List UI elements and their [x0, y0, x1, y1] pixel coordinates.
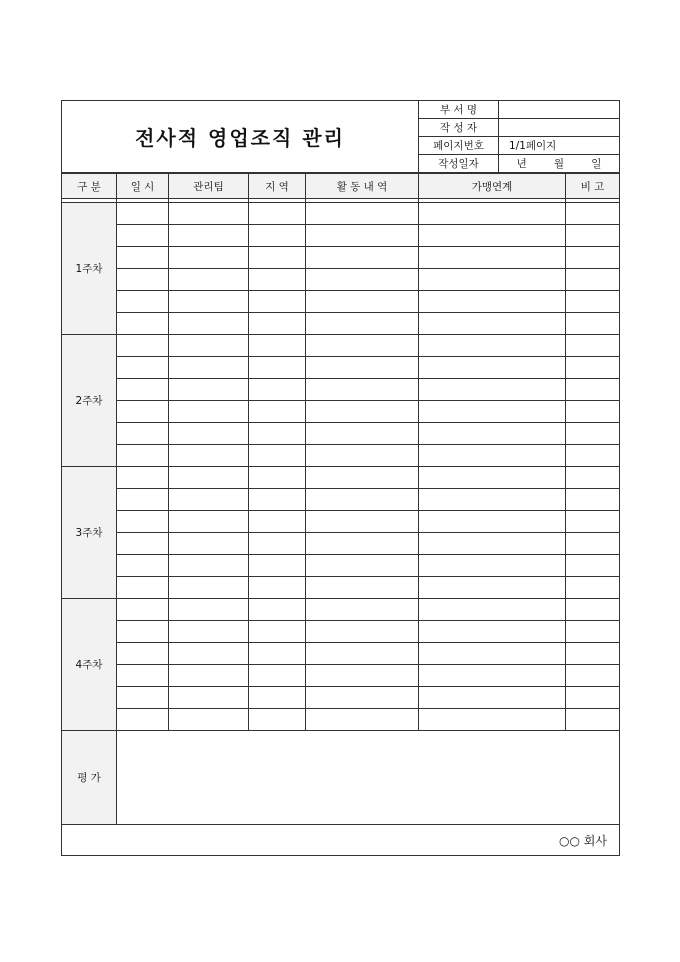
- col-datetime: 일 시: [117, 174, 169, 199]
- evaluation-label: 평 가: [62, 731, 117, 825]
- table-row: [62, 335, 620, 357]
- week-label: 3주차: [62, 467, 117, 599]
- cell-note[interactable]: [566, 621, 620, 643]
- cell-region[interactable]: [249, 357, 306, 379]
- cell-team[interactable]: [169, 665, 249, 687]
- cell-datetime[interactable]: [117, 511, 169, 533]
- cell-activity[interactable]: [306, 467, 419, 489]
- cell-franchise[interactable]: [419, 291, 566, 313]
- cell-activity[interactable]: [306, 379, 419, 401]
- table-row: [62, 621, 620, 643]
- cell-note[interactable]: [566, 291, 620, 313]
- cell-franchise[interactable]: [419, 511, 566, 533]
- cell-region[interactable]: [249, 269, 306, 291]
- table-row: [62, 247, 620, 269]
- cell-activity[interactable]: [306, 577, 419, 599]
- month-unit: 월: [553, 158, 565, 170]
- cell-franchise[interactable]: [419, 709, 566, 731]
- table-row: [62, 709, 620, 731]
- table-row: [62, 313, 620, 335]
- cell-datetime[interactable]: [117, 423, 169, 445]
- cell-franchise[interactable]: [419, 555, 566, 577]
- cell-team[interactable]: [169, 225, 249, 247]
- cell-activity[interactable]: [306, 247, 419, 269]
- cell-franchise[interactable]: [419, 379, 566, 401]
- cell-activity[interactable]: [306, 225, 419, 247]
- cell-activity[interactable]: [306, 291, 419, 313]
- activity-table: [61, 173, 620, 856]
- cell-activity[interactable]: [306, 665, 419, 687]
- cell-region[interactable]: [249, 489, 306, 511]
- col-region: 지 역: [249, 174, 306, 199]
- cell-datetime[interactable]: [117, 291, 169, 313]
- table-row: [62, 511, 620, 533]
- cell-note[interactable]: [566, 687, 620, 709]
- cell-region[interactable]: [249, 313, 306, 335]
- cell-franchise[interactable]: [419, 357, 566, 379]
- cell-franchise[interactable]: [419, 687, 566, 709]
- cell-team[interactable]: [169, 621, 249, 643]
- cell-team[interactable]: [169, 313, 249, 335]
- cell-team[interactable]: [169, 291, 249, 313]
- cell-datetime[interactable]: [117, 203, 169, 225]
- cell-activity[interactable]: [306, 533, 419, 555]
- cell-note[interactable]: [566, 599, 620, 621]
- cell-franchise[interactable]: [419, 335, 566, 357]
- cell-region[interactable]: [249, 643, 306, 665]
- cell-activity[interactable]: [306, 687, 419, 709]
- cell-activity[interactable]: [306, 445, 419, 467]
- cell-region[interactable]: [249, 555, 306, 577]
- cell-region[interactable]: [249, 401, 306, 423]
- cell-region[interactable]: [249, 203, 306, 225]
- cell-activity[interactable]: [306, 269, 419, 291]
- cell-team[interactable]: [169, 445, 249, 467]
- cell-datetime[interactable]: [117, 643, 169, 665]
- cell-region[interactable]: [249, 577, 306, 599]
- cell-team[interactable]: [169, 379, 249, 401]
- cell-region[interactable]: [249, 335, 306, 357]
- dept-label: 부 서 명: [419, 101, 499, 119]
- col-team: 관리팀: [169, 174, 249, 199]
- year-unit: 년: [516, 158, 527, 170]
- cell-franchise[interactable]: [419, 577, 566, 599]
- cell-team[interactable]: [169, 203, 249, 225]
- cell-franchise[interactable]: [419, 401, 566, 423]
- cell-team[interactable]: [169, 423, 249, 445]
- author-value[interactable]: [499, 119, 620, 137]
- cell-region[interactable]: [249, 445, 306, 467]
- cell-region[interactable]: [249, 709, 306, 731]
- table-row: [62, 423, 620, 445]
- cell-franchise[interactable]: [419, 533, 566, 555]
- cell-note[interactable]: [566, 445, 620, 467]
- table-row: [62, 555, 620, 577]
- cell-datetime[interactable]: [117, 665, 169, 687]
- cell-team[interactable]: [169, 489, 249, 511]
- cell-note[interactable]: [566, 247, 620, 269]
- cell-datetime[interactable]: [117, 357, 169, 379]
- evaluation-field[interactable]: [117, 731, 620, 825]
- table-row: [62, 643, 620, 665]
- table-row: [62, 357, 620, 379]
- cell-franchise[interactable]: [419, 489, 566, 511]
- cell-datetime[interactable]: [117, 599, 169, 621]
- cell-team[interactable]: [169, 401, 249, 423]
- table-row: [62, 269, 620, 291]
- table-row: [62, 665, 620, 687]
- cell-team[interactable]: [169, 335, 249, 357]
- table-row: [62, 291, 620, 313]
- col-activity: 활 동 내 역: [306, 174, 419, 199]
- cell-region[interactable]: [249, 291, 306, 313]
- cell-datetime[interactable]: [117, 269, 169, 291]
- cell-region[interactable]: [249, 247, 306, 269]
- cell-note[interactable]: [566, 511, 620, 533]
- week-label: 4주차: [62, 599, 117, 731]
- date-label: 작성일자: [419, 155, 499, 173]
- table-row: [62, 203, 620, 225]
- cell-datetime[interactable]: [117, 313, 169, 335]
- cell-activity[interactable]: [306, 709, 419, 731]
- cell-team[interactable]: [169, 357, 249, 379]
- table-row: [62, 467, 620, 489]
- table-row: [62, 225, 620, 247]
- cell-note[interactable]: [566, 489, 620, 511]
- cell-team[interactable]: [169, 247, 249, 269]
- cell-note[interactable]: [566, 709, 620, 731]
- table-row: [62, 577, 620, 599]
- cell-team[interactable]: [169, 643, 249, 665]
- cell-note[interactable]: [566, 665, 620, 687]
- cell-activity[interactable]: [306, 599, 419, 621]
- week-label: 2주차: [62, 335, 117, 467]
- cell-franchise[interactable]: [419, 467, 566, 489]
- cell-datetime[interactable]: [117, 687, 169, 709]
- cell-note[interactable]: [566, 269, 620, 291]
- cell-activity[interactable]: [306, 511, 419, 533]
- cell-note[interactable]: [566, 401, 620, 423]
- cell-region[interactable]: [249, 467, 306, 489]
- cell-activity[interactable]: [306, 489, 419, 511]
- cell-region[interactable]: [249, 621, 306, 643]
- cell-team[interactable]: [169, 577, 249, 599]
- table-row: [62, 379, 620, 401]
- table-row: [62, 401, 620, 423]
- cell-franchise[interactable]: [419, 599, 566, 621]
- cell-team[interactable]: [169, 269, 249, 291]
- author-label: 작 성 자: [419, 119, 499, 137]
- col-franchise: 가맹연계: [419, 174, 566, 199]
- date-value[interactable]: [499, 155, 620, 173]
- cell-note[interactable]: [566, 533, 620, 555]
- dept-value[interactable]: [499, 101, 620, 119]
- column-header-row: [62, 174, 620, 199]
- cell-datetime[interactable]: [117, 445, 169, 467]
- cell-region[interactable]: [249, 225, 306, 247]
- header-table: [61, 100, 620, 173]
- cell-note[interactable]: [566, 379, 620, 401]
- cell-datetime[interactable]: [117, 379, 169, 401]
- cell-activity[interactable]: [306, 401, 419, 423]
- cell-datetime[interactable]: [117, 335, 169, 357]
- cell-region[interactable]: [249, 665, 306, 687]
- cell-activity[interactable]: [306, 357, 419, 379]
- cell-franchise[interactable]: [419, 423, 566, 445]
- cell-franchise[interactable]: [419, 643, 566, 665]
- cell-activity[interactable]: [306, 423, 419, 445]
- cell-activity[interactable]: [306, 621, 419, 643]
- cell-note[interactable]: [566, 203, 620, 225]
- table-row: [62, 533, 620, 555]
- cell-note[interactable]: [566, 423, 620, 445]
- cell-activity[interactable]: [306, 313, 419, 335]
- cell-franchise[interactable]: [419, 203, 566, 225]
- cell-franchise[interactable]: [419, 269, 566, 291]
- cell-team[interactable]: [169, 709, 249, 731]
- cell-region[interactable]: [249, 379, 306, 401]
- cell-team[interactable]: [169, 687, 249, 709]
- table-row: [62, 489, 620, 511]
- cell-franchise[interactable]: [419, 621, 566, 643]
- cell-franchise[interactable]: [419, 665, 566, 687]
- day-unit: 일: [591, 158, 602, 170]
- cell-franchise[interactable]: [419, 445, 566, 467]
- company-name: ○○ 회사: [62, 825, 620, 856]
- cell-note[interactable]: [566, 357, 620, 379]
- cell-activity[interactable]: [306, 555, 419, 577]
- cell-activity[interactable]: [306, 643, 419, 665]
- cell-team[interactable]: [169, 511, 249, 533]
- table-row: [62, 687, 620, 709]
- cell-note[interactable]: [566, 467, 620, 489]
- evaluation-row: [62, 731, 620, 825]
- cell-franchise[interactable]: [419, 313, 566, 335]
- cell-datetime[interactable]: [117, 467, 169, 489]
- cell-datetime[interactable]: [117, 555, 169, 577]
- cell-team[interactable]: [169, 599, 249, 621]
- cell-region[interactable]: [249, 423, 306, 445]
- footer-row: [62, 825, 620, 856]
- cell-region[interactable]: [249, 687, 306, 709]
- cell-franchise[interactable]: [419, 225, 566, 247]
- cell-region[interactable]: [249, 599, 306, 621]
- week-label: 1주차: [62, 203, 117, 335]
- cell-note[interactable]: [566, 577, 620, 599]
- cell-datetime[interactable]: [117, 533, 169, 555]
- cell-datetime[interactable]: [117, 225, 169, 247]
- cell-activity[interactable]: [306, 335, 419, 357]
- cell-team[interactable]: [169, 533, 249, 555]
- cell-activity[interactable]: [306, 203, 419, 225]
- cell-note[interactable]: [566, 643, 620, 665]
- cell-datetime[interactable]: [117, 489, 169, 511]
- cell-team[interactable]: [169, 555, 249, 577]
- cell-datetime[interactable]: [117, 401, 169, 423]
- cell-note[interactable]: [566, 313, 620, 335]
- cell-datetime[interactable]: [117, 247, 169, 269]
- page-title: 전사적 영업조직 관리: [62, 101, 419, 173]
- col-category: 구 분: [62, 174, 117, 199]
- page-number-value: 1/1페이지: [499, 137, 620, 155]
- cell-note[interactable]: [566, 555, 620, 577]
- col-note: 비 고: [566, 174, 620, 199]
- page-number-label: 페이지번호: [419, 137, 499, 155]
- cell-datetime[interactable]: [117, 709, 169, 731]
- cell-region[interactable]: [249, 511, 306, 533]
- cell-franchise[interactable]: [419, 247, 566, 269]
- cell-team[interactable]: [169, 467, 249, 489]
- cell-region[interactable]: [249, 533, 306, 555]
- cell-datetime[interactable]: [117, 621, 169, 643]
- cell-note[interactable]: [566, 225, 620, 247]
- table-row: [62, 445, 620, 467]
- cell-datetime[interactable]: [117, 577, 169, 599]
- form-sheet: [61, 100, 619, 856]
- cell-note[interactable]: [566, 335, 620, 357]
- table-row: [62, 599, 620, 621]
